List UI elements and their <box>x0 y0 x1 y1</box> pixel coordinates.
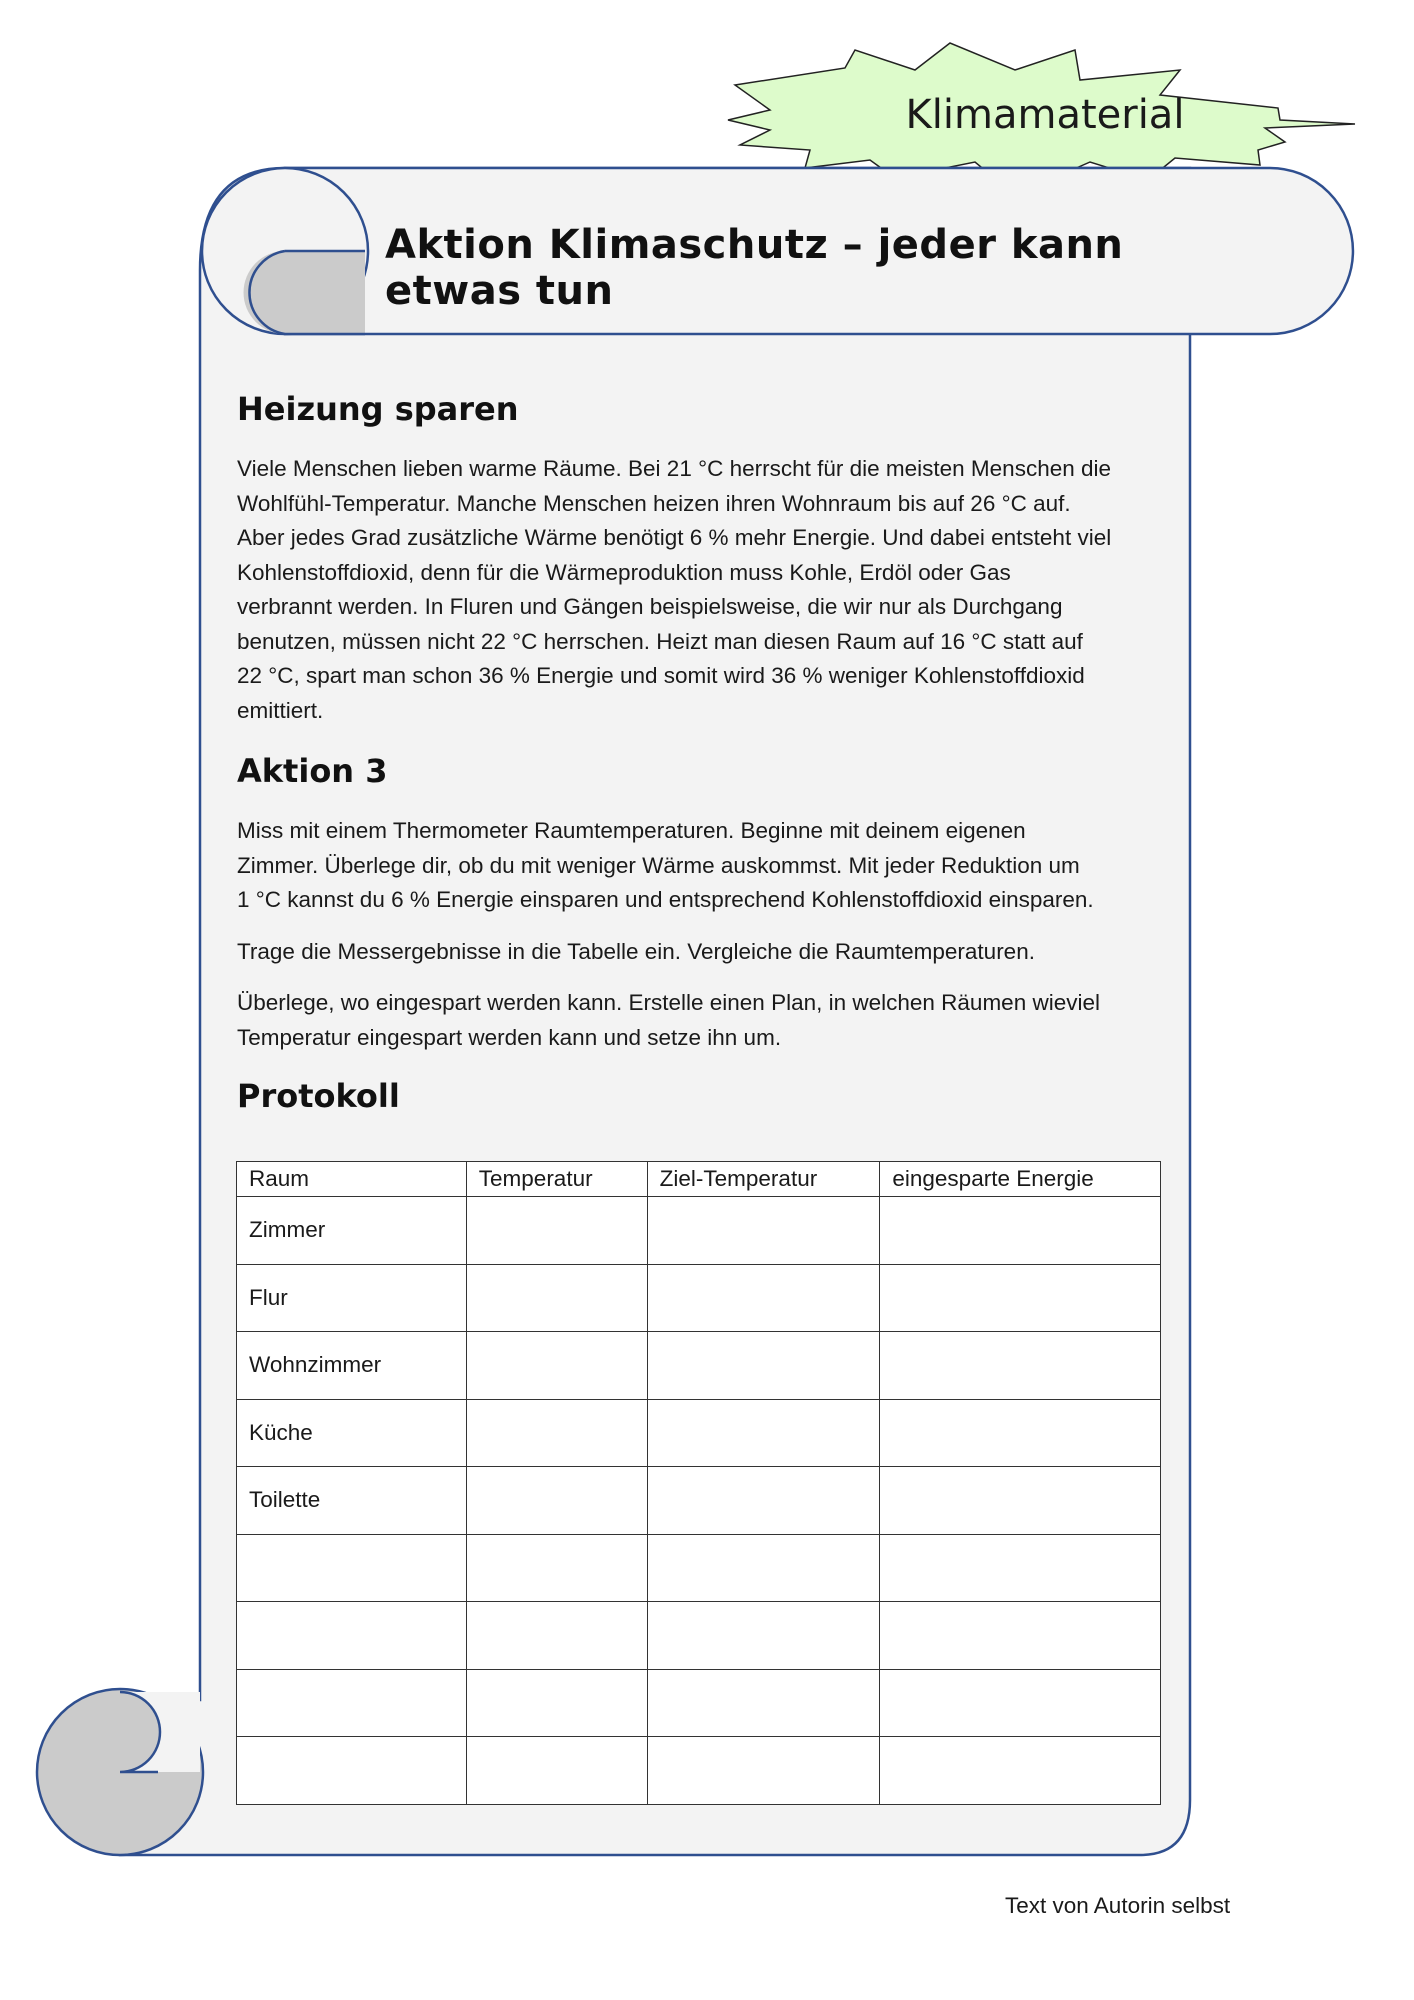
temperature-cell[interactable] <box>466 1264 647 1332</box>
saved-energy-cell[interactable] <box>880 1197 1161 1265</box>
room-cell[interactable] <box>237 1737 467 1805</box>
column-header-raum: Raum <box>237 1162 467 1197</box>
text-line: Miss mit einem Thermometer Raumtemperaturen. Beginne mit deinem eigenen <box>237 818 1026 843</box>
heading-aktion-3: Aktion 3 <box>237 752 388 790</box>
room-cell: Zimmer <box>237 1197 467 1265</box>
target-temperature-cell[interactable] <box>647 1332 880 1400</box>
text-line: verbrannt werden. In Fluren und Gängen beispielsweise, die wir nur als Durchgang <box>237 594 1063 619</box>
column-header-ziel-temperatur: Ziel-Temperatur <box>647 1162 880 1197</box>
target-temperature-cell[interactable] <box>647 1467 880 1535</box>
paragraph-aktion-table-task: Trage die Messergebnisse in die Tabelle ein. Vergleiche die Raumtemperaturen. <box>237 938 1035 964</box>
target-temperature-cell[interactable] <box>647 1197 880 1265</box>
column-header-eingesparte-energie: eingesparte Energie <box>880 1162 1161 1197</box>
table-row <box>237 1602 1161 1670</box>
room-cell[interactable] <box>237 1602 467 1670</box>
target-temperature-cell[interactable] <box>647 1534 880 1602</box>
target-temperature-cell[interactable] <box>647 1399 880 1467</box>
content-area <box>237 390 1167 1137</box>
saved-energy-cell[interactable] <box>880 1737 1161 1805</box>
table-row <box>237 1399 1161 1467</box>
text-line: Überlege, wo eingespart werden kann. Erstelle einen Plan, in welchen Räumen wieviel <box>237 990 1100 1015</box>
text-line: Wohlfühl-Temperatur. Manche Menschen heizen ihren Wohnraum bis auf 26 °C auf. <box>237 490 1071 516</box>
paragraph-aktion-instructions <box>237 814 1167 918</box>
room-cell[interactable] <box>237 1669 467 1737</box>
temperature-cell[interactable] <box>466 1399 647 1467</box>
room-cell: Toilette <box>237 1467 467 1535</box>
saved-energy-cell[interactable] <box>880 1264 1161 1332</box>
text-line: Kohlenstoffdioxid, denn für die Wärmeproduktion muss Kohle, Erdöl oder Gas <box>237 559 1011 585</box>
room-cell: Wohnzimmer <box>237 1332 467 1400</box>
saved-energy-cell[interactable] <box>880 1534 1161 1602</box>
paragraph-heizung <box>237 452 1167 728</box>
target-temperature-cell[interactable] <box>647 1264 880 1332</box>
page-title: Aktion Klimaschutz – jeder kann etwas tun <box>385 222 1124 314</box>
text-line: 1 °C kannst du 6 % Energie einsparen und entsprechend Kohlenstoffdioxid einsparen. <box>237 887 1094 912</box>
table-row <box>237 1669 1161 1737</box>
temperature-cell[interactable] <box>466 1197 647 1265</box>
text-line: Viele Menschen lieben warme Räume. Bei 21 °C herrscht für die meisten Menschen die <box>237 456 1112 481</box>
table-row <box>237 1197 1161 1265</box>
table-row <box>237 1264 1161 1332</box>
temperature-cell[interactable] <box>466 1602 647 1670</box>
temperature-cell[interactable] <box>466 1534 647 1602</box>
author-credit: Text von Autorin selbst <box>1005 1893 1231 1918</box>
room-cell: Flur <box>237 1264 467 1332</box>
heading-heizung-sparen: Heizung sparen <box>237 390 519 428</box>
target-temperature-cell[interactable] <box>647 1669 880 1737</box>
target-temperature-cell[interactable] <box>647 1737 880 1805</box>
text-line: Aber jedes Grad zusätzliche Wärme benötigt 6 % mehr Energie. Und dabei entsteht viel <box>237 525 1112 550</box>
table-header-row <box>237 1162 1161 1197</box>
text-line: 22 °C, spart man schon 36 % Energie und somit wird 36 % weniger Kohlenstoffdioxid <box>237 663 1085 688</box>
text-line: emittiert. <box>237 697 324 723</box>
room-cell: Küche <box>237 1399 467 1467</box>
text-line: Temperatur eingespart werden kann und setze ihn um. <box>237 1024 782 1050</box>
room-cell[interactable] <box>237 1534 467 1602</box>
text-line: Zimmer. Überlege dir, ob du mit weniger Wärme auskommst. Mit jeder Reduktion um <box>237 852 1080 878</box>
temperature-cell[interactable] <box>466 1737 647 1805</box>
paragraph-aktion-plan <box>237 986 1167 1055</box>
table-row <box>237 1534 1161 1602</box>
saved-energy-cell[interactable] <box>880 1669 1161 1737</box>
saved-energy-cell[interactable] <box>880 1332 1161 1400</box>
table-row <box>237 1332 1161 1400</box>
column-header-temperatur: Temperatur <box>466 1162 647 1197</box>
text-line: benutzen, müssen nicht 22 °C herrschen. Heizt man diesen Raum auf 16 °C statt auf <box>237 628 1083 654</box>
table-row <box>237 1737 1161 1805</box>
saved-energy-cell[interactable] <box>880 1467 1161 1535</box>
badge-label: Klimamaterial <box>905 92 1185 138</box>
target-temperature-cell[interactable] <box>647 1602 880 1670</box>
temperature-cell[interactable] <box>466 1332 647 1400</box>
saved-energy-cell[interactable] <box>880 1602 1161 1670</box>
heading-protokoll: Protokoll <box>237 1077 400 1115</box>
table-row <box>237 1467 1161 1535</box>
temperature-cell[interactable] <box>466 1467 647 1535</box>
temperature-cell[interactable] <box>466 1669 647 1737</box>
protocol-table <box>236 1161 1161 1805</box>
saved-energy-cell[interactable] <box>880 1399 1161 1467</box>
